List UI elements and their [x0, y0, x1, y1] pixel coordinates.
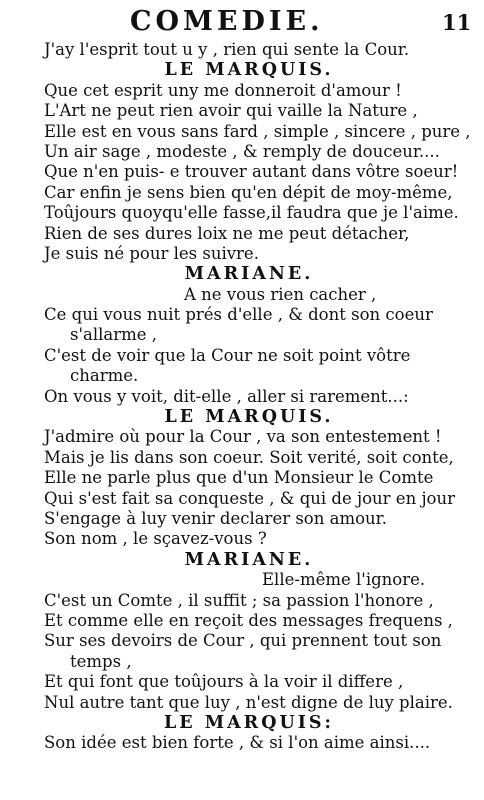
verse-line-continuation: Elle-même l'ignore.	[262, 570, 426, 590]
verse-line: Son nom , le sçavez-vous ?	[44, 529, 267, 549]
running-title: COMEDIE.	[130, 6, 324, 37]
speaker-name: MARIANE.	[184, 264, 314, 285]
verse-line: Son idée est bien forte , & si l'on aime ainsi....	[44, 733, 431, 753]
verse-line: Car enfin je sens bien qu'en dépit de moy-même,	[44, 182, 453, 202]
verse-line-wrap: s'allarme ,	[70, 325, 158, 345]
verse-line: Mais je lis dans son coeur. Soit verité, soit conte,	[44, 447, 454, 467]
speaker-name: LE MARQUIS:	[163, 712, 335, 733]
speaker-name: LE MARQUIS.	[164, 60, 334, 81]
verse-line: Je suis né pour les suivre.	[44, 243, 259, 263]
verse-line: Sur ses devoirs de Cour , qui prennent tout son	[44, 631, 442, 651]
page-number: 11	[442, 10, 472, 35]
verse-line: Et comme elle en reçoit des messages frequens ,	[44, 610, 453, 630]
verse-line: Elle ne parle plus que d'un Monsieur le Comte	[44, 468, 434, 488]
verse-line-wrap: charme.	[70, 366, 139, 386]
speaker-name: LE MARQUIS.	[164, 407, 334, 428]
verse-line: C'est un Comte , il suffit ; sa passion l'honore ,	[44, 590, 434, 610]
verse-line: Et qui font que toûjours à la voir il differe ,	[44, 672, 404, 692]
verse-line-wrap: temps ,	[70, 651, 132, 671]
speaker-name: MARIANE.	[184, 549, 314, 570]
verse-line-continuation: A ne vous rien cacher ,	[184, 284, 377, 304]
verse-line: J'ay l'esprit tout u y , rien qui sente la Cour.	[44, 40, 410, 59]
verse-line: Que n'en puis- e trouver autant dans vôtre soeur!	[44, 162, 459, 182]
verse-line: Qui s'est fait sa conqueste , & qui de jour en jour	[44, 488, 456, 508]
verse-line: Elle est en vous sans fard , simple , sincere , pure ,	[44, 121, 471, 141]
page-header	[0, 0, 484, 40]
verse-line: Un air sage , modeste , & remply de douceur....	[44, 141, 440, 161]
verse-line: Nul autre tant que luy , n'est digne de luy plaire.	[44, 692, 453, 712]
verse-line: Toûjours quoyqu'elle fasse,il faudra que je l'aime.	[44, 203, 459, 223]
verse-line: Ce qui vous nuit prés d'elle , & dont son coeur	[44, 305, 433, 325]
verse-line: Que cet esprit uny me donneroit d'amour !	[44, 80, 402, 100]
verse-line: L'Art ne peut rien avoir qui vaille la Nature ,	[44, 101, 418, 121]
verse-line: S'engage à luy venir declarer son amour.	[44, 508, 387, 528]
verse-line: Rien de ses dures loix ne me peut détacher,	[44, 223, 410, 243]
verse-line: C'est de voir que la Cour ne soit point vôtre	[44, 345, 411, 365]
verse-line: On vous y voit, dit-elle , aller si rarement...:	[44, 386, 409, 406]
play-text	[44, 40, 471, 754]
verse-line: J'admire où pour la Cour , va son entestement !	[44, 427, 442, 447]
